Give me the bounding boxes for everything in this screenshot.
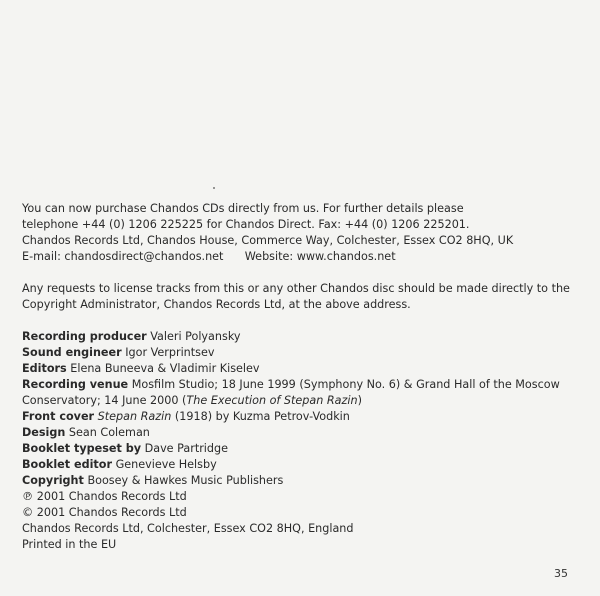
credit-copyright [22, 473, 582, 489]
purchase-line: telephone +44 (0) 1206 225225 for Chandos Direct. Fax: +44 (0) 1206 225201. [22, 218, 470, 231]
credit-recording-producer [22, 329, 582, 345]
printed-in: Printed in the EU [22, 538, 117, 551]
decorative-dot [213, 187, 215, 189]
credit-label: Sound engineer [22, 346, 122, 359]
credit-value: Sean Coleman [68, 426, 150, 439]
credit-front-cover [22, 409, 582, 425]
artwork-title: Stepan Razin [97, 410, 172, 423]
credit-label: Booklet typeset by [22, 442, 142, 455]
credit-value: Elena Buneeva & Vladimir Kiselev [70, 362, 260, 375]
credit-label: Design [22, 426, 66, 439]
credit-label: Recording venue [22, 378, 129, 391]
credit-value: Valeri Polyansky [150, 330, 241, 343]
credit-value: Boosey & Hawkes Music Publishers [87, 474, 284, 487]
license-line: Copyright Administrator, Chandos Records Ltd, at the above address. [22, 298, 411, 311]
phonogram-notice: ℗ 2001 Chandos Records Ltd [22, 490, 187, 503]
credit-value: Genevieve Helsby [115, 458, 217, 471]
purchase-line: You can now purchase Chandos CDs directly from us. For further details please [22, 202, 464, 215]
credit-value: Mosfilm Studio; 18 June 1999 (Symphony No. 6) & Grand Hall of the Moscow [131, 378, 560, 391]
credit-label: Front cover [22, 410, 95, 423]
website-link[interactable]: www.chandos.net [296, 250, 396, 263]
purchase-line: Chandos Records Ltd, Chandos House, Commerce Way, Colchester, Essex CO2 8HQ, UK [22, 234, 514, 247]
credit-value: Dave Partridge [144, 442, 229, 455]
credit-value: Conservatory; 14 June 2000 ( [22, 394, 187, 407]
purchase-info [22, 201, 582, 265]
credit-label: Editors [22, 362, 67, 375]
credit-typeset [22, 441, 582, 457]
email-label: E-mail: [22, 250, 61, 263]
credit-editors [22, 361, 582, 377]
credit-venue-continued [22, 393, 582, 409]
label-address: Chandos Records Ltd, Colchester, Essex CO2 8HQ, England [22, 522, 354, 535]
credit-value: Igor Verprintsev [125, 346, 215, 359]
work-title: The Execution of Stepan Razin [186, 394, 358, 407]
credit-label: Recording producer [22, 330, 147, 343]
credit-label: Booklet editor [22, 458, 112, 471]
credit-label: Copyright [22, 474, 84, 487]
license-info [22, 281, 582, 313]
credit-design [22, 425, 582, 441]
page-number: 35 [554, 567, 568, 580]
credit-venue [22, 377, 582, 393]
credit-sound-engineer [22, 345, 582, 361]
credits-list [22, 329, 582, 553]
license-line: Any requests to license tracks from this or any other Chandos disc should be made directly to the [22, 282, 570, 295]
contact-line [22, 249, 582, 265]
credit-value: (1918) by Kuzma Petrov-Vodkin [174, 410, 350, 423]
website-label: Website: [244, 250, 294, 263]
email-address[interactable]: chandosdirect@chandos.net [64, 250, 224, 263]
copyright-notice: © 2001 Chandos Records Ltd [22, 506, 187, 519]
credit-value: ) [357, 394, 362, 407]
credit-booklet-editor [22, 457, 582, 473]
